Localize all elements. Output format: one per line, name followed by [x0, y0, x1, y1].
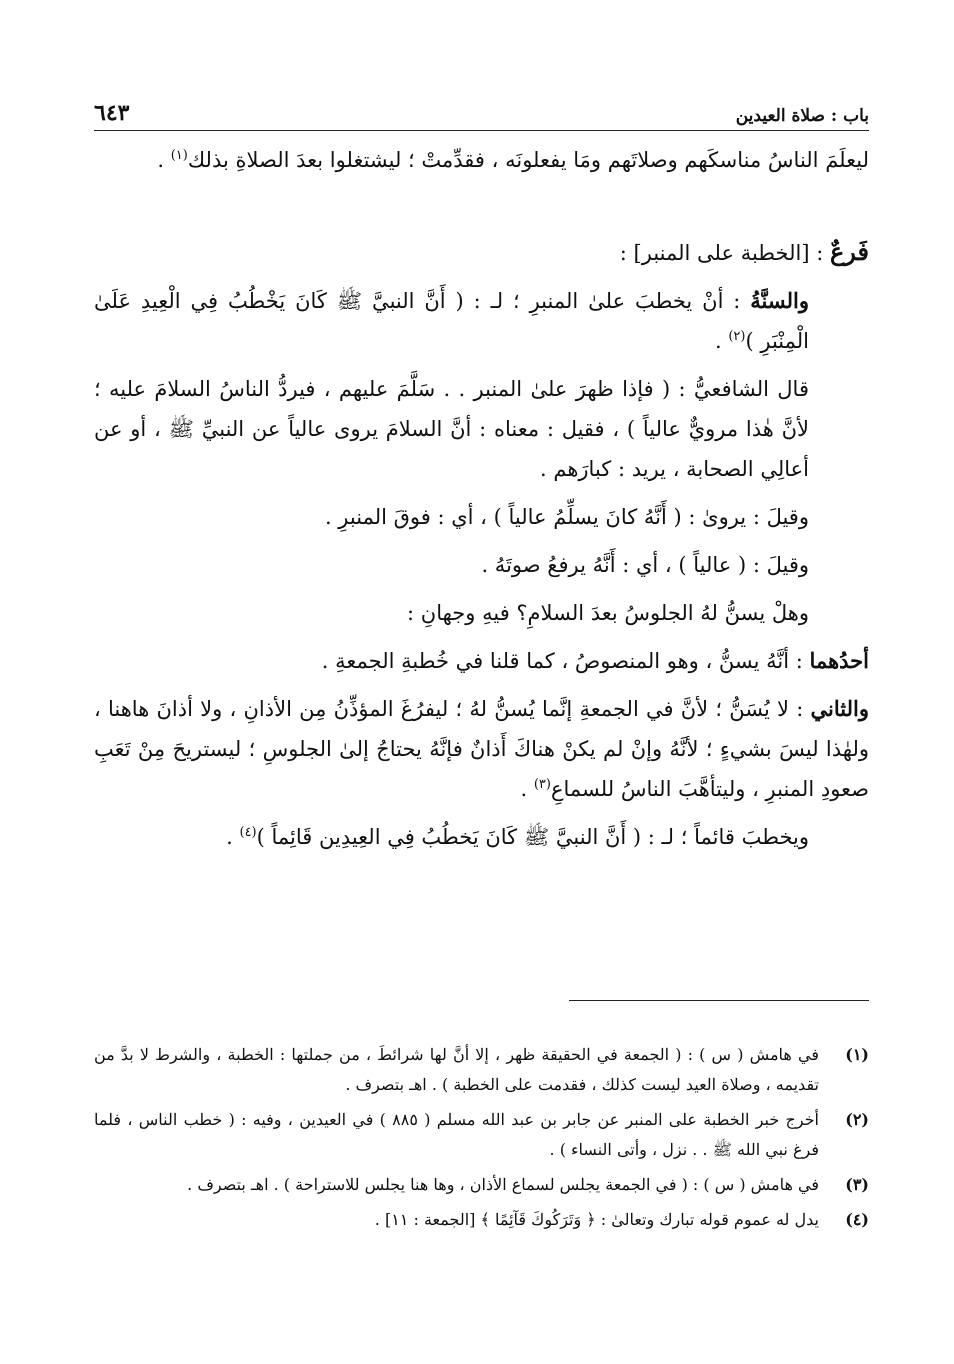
- paragraph-question: وهلْ يسنُّ لهُ الجلوسُ بعدَ السلامِ؟ فيهِ وجهانِ :: [407, 601, 809, 625]
- second-view-intro: والثاني: [810, 696, 869, 721]
- paragraph-text: ليعلَمَ الناسُ مناسكَهم وصلاتَهم ومَا يفعلونَه ، فقدِّمتْ ؛ ليشتغلوا بعدَ الصلاةِ بذلك: [187, 148, 869, 172]
- page-header: [94, 92, 869, 131]
- footnote-ref: (٢): [728, 329, 746, 344]
- footnote-number: (١): [845, 1045, 869, 1064]
- first-view-intro: أحدُهما: [809, 648, 869, 673]
- footnote-ref: (١): [170, 148, 188, 163]
- paragraph-end: .: [520, 777, 534, 801]
- paragraph-end: .: [714, 329, 729, 353]
- footnote: [94, 1205, 869, 1235]
- running-title: باب : صلاة العيدين: [735, 106, 869, 126]
- footnote-number: (٣): [845, 1175, 869, 1194]
- sunna-intro: والسنَّةُ: [750, 288, 809, 313]
- first-view-text: : أنَّهُ يسنُّ ، وهو المنصوصُ ، كما قلنا في خُطبةِ الجمعةِ .: [321, 649, 810, 673]
- footnote: [94, 1170, 869, 1200]
- standing-text: ويخطبَ قائماً ؛ لـ : ( أَنَّ النبيَّ ﷺ كَانَ يَخطُبُ فِي العِيدِين قَائِماً ): [256, 825, 809, 849]
- second-view-text: : لا يُسَنُّ ؛ لأنَّ في الجمعةِ إنَّما يُسنُّ لهُ ؛ ليفرُغَ المؤذِّنُ مِن الأذانِ ، ولا أذانَ هاهنا ، ولهٰذا ليسَ بشيءٍ ؛ لأنَّهُ وإنْ لم يكنْ هناكَ أَذانٌ فإنَّهُ يحتاجُ إلىٰ الجلوسِ ؛ ليستريحَ مِنْ تَعَبِ صعودِ المنبرِ ، وليتأهَّبَ الناسُ للسماعِ: [94, 697, 869, 801]
- footnote-text: أخرج خبر الخطبة على المنبر عن جابر بن عبد الله مسلم ( ٨٨٥ ) في العيدين ، وفيه : ( خطب الناس ، فلما فرغ نبي الله ﷺ . . نزل ، وأتى النساء ) .: [94, 1110, 819, 1159]
- footnotes: [94, 1040, 869, 1240]
- paragraph-intro: [94, 140, 869, 180]
- branch-heading: [94, 232, 869, 273]
- footnote-number: (٢): [845, 1110, 869, 1129]
- paragraph-standing: [94, 817, 869, 857]
- footnote-text: في هامش ( س ) : ( في الجمعة يجلس لسماع الأذان ، وها هنا يجلس للاستراحة ) . اهـ بتصرف .: [187, 1175, 819, 1194]
- paragraph-second-view: [94, 689, 869, 809]
- footnote-ref: (٣): [533, 777, 551, 792]
- footnote-number: (٤): [845, 1210, 869, 1229]
- footnote: [94, 1040, 869, 1100]
- footnote-text: في هامش ( س ) : ( الجمعة في الحقيقة ظهر ، إلا أنَّ لها شرائطَ ، من جملتها : الخطبة ، والشرط لا بدَّ من تقديمه ، وصلاة العيد ليست كذلك ، فقدمت على الخطبة ) . اهـ بتصرف .: [94, 1045, 819, 1094]
- footnote: [94, 1105, 869, 1165]
- main-text: [94, 140, 869, 865]
- paragraph-first-view: [94, 641, 869, 681]
- paragraph-end: .: [157, 148, 171, 172]
- paragraph-shafii: قال الشافعيُّ : ( فإذا ظهرَ علىٰ المنبر . . سَلَّمَ عليهم ، فيردُّ الناسُ السلامَ عليه ؛ لأنَّ هٰذا مرويٌّ عالياً ) ، فقيل : معناه : أنَّ السلامَ يروى عالياً عن النبيِّ ﷺ ، أو عن أعالِي الصحابة ، يريد : كبارَهم .: [94, 377, 809, 481]
- paragraph-sunna: [94, 281, 869, 361]
- footnote-text: يدل له عموم قوله تبارك وتعالىٰ : ﴿ وَتَرَكُوكَ قَآئِمًا ﴾ [الجمعة : ١١] .: [374, 1210, 819, 1229]
- page-number: ٦٤٣: [94, 100, 130, 126]
- footnote-ref: (٤): [239, 825, 257, 840]
- branch-label: فَرعٌ: [829, 237, 869, 266]
- paragraph-qila-2: وقيلَ : ( عالياً ) ، أي : أَنَّهُ يرفعُ صوتَهُ .: [481, 553, 809, 577]
- paragraph-end: .: [226, 825, 240, 849]
- sunna-text: : أنْ يخطبَ علىٰ المنبرِ ؛ لـ : ( أَنَّ النبيَّ ﷺ كَانَ يَخْطُبُ فِي الْعِيدِ عَلَىٰ الْمِنْبَرِ ): [94, 289, 809, 353]
- footnote-divider: [569, 1000, 869, 1001]
- paragraph-qila-1: وقيلَ : يروىٰ : ( أَنَّهُ كانَ يسلِّمُ عالياً ) ، أي : فوقَ المنبرِ .: [324, 505, 809, 529]
- branch-title-text: : [الخطبة على المنبر] :: [619, 241, 830, 265]
